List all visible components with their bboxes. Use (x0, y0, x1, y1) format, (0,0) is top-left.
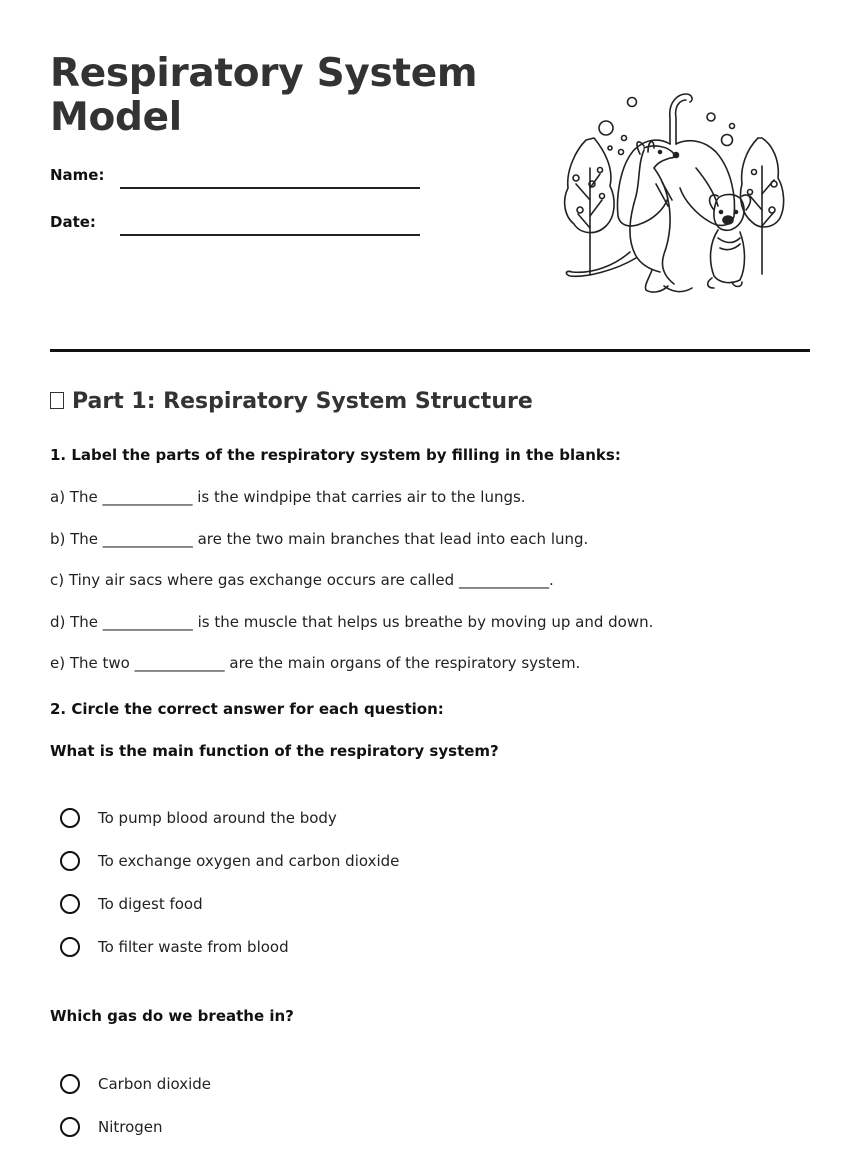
option-label: Carbon dioxide (98, 1075, 212, 1093)
q2a-option-1[interactable] (60, 806, 337, 830)
radio-circle[interactable] (60, 1074, 80, 1094)
radio-circle[interactable] (60, 937, 80, 957)
option-label: To digest food (98, 895, 203, 913)
title-line-1: Respiratory System (50, 51, 478, 96)
option-label: To filter waste from blood (98, 938, 289, 956)
title-line-2: Model (50, 95, 182, 140)
radio-circle[interactable] (60, 894, 80, 914)
radio-circle[interactable] (60, 808, 80, 828)
missing-glyph-icon (50, 392, 64, 409)
q1-heading: 1. Label the parts of the respiratory system by filling in the blanks: (50, 446, 621, 464)
radio-circle[interactable] (60, 1117, 80, 1137)
q2-heading: 2. Circle the correct answer for each question: (50, 700, 444, 718)
page-title (50, 52, 477, 140)
radio-circle[interactable] (60, 851, 80, 871)
q1-item-a: a) The ____________ is the windpipe that carries air to the lungs. (50, 488, 526, 506)
name-label: Name: (50, 166, 105, 184)
q2a-option-2[interactable] (60, 849, 400, 873)
name-line (120, 187, 420, 189)
kangaroo-koala-lungs-illustration (556, 88, 786, 300)
q2b-option-2[interactable] (60, 1115, 163, 1139)
option-label: To exchange oxygen and carbon dioxide (98, 852, 400, 870)
option-label: Nitrogen (98, 1118, 163, 1136)
q2a-question: What is the main function of the respiratory system? (50, 742, 499, 760)
part1-title (50, 389, 533, 414)
date-line (120, 234, 420, 236)
q1-item-c: c) Tiny air sacs where gas exchange occurs are called ____________. (50, 571, 554, 589)
option-label: To pump blood around the body (98, 809, 337, 827)
q2a-option-3[interactable] (60, 892, 203, 916)
q1-item-b: b) The ____________ are the two main branches that lead into each lung. (50, 530, 589, 548)
q1-item-d: d) The ____________ is the muscle that helps us breathe by moving up and down. (50, 613, 654, 631)
q2b-option-1[interactable] (60, 1072, 212, 1096)
date-label: Date: (50, 213, 96, 231)
q2a-option-4[interactable] (60, 935, 289, 959)
q1-item-e: e) The two ____________ are the main organs of the respiratory system. (50, 654, 581, 672)
part1-title-text: Part 1: Respiratory System Structure (72, 389, 533, 414)
q2b-question: Which gas do we breathe in? (50, 1007, 294, 1025)
divider (50, 349, 810, 352)
